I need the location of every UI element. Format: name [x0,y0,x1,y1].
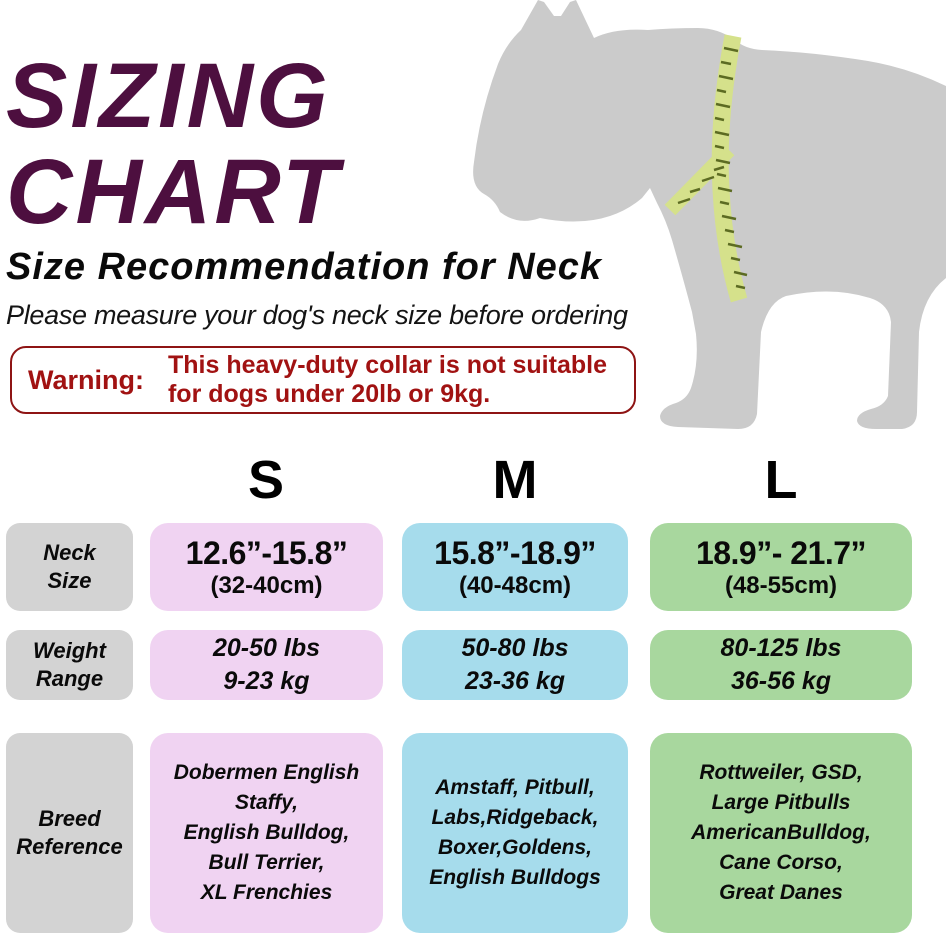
neck-size-cell-m [402,523,628,611]
column-header-m: M [492,450,538,510]
weight-cell-m: 50-80 lbs 23-36 kg [402,630,628,700]
subtitle: Size Recommendation for Neck [6,246,603,288]
neck-size-cm-l: (48-55cm) [724,571,838,599]
row-label-breed-reference: Breed Reference [6,733,133,933]
column-header-s: S [247,450,285,510]
breed-cell-m: Amstaff, Pitbull, Labs,Ridgeback, Boxer,Goldens, English Bulldogs [402,733,628,933]
page-title [6,45,342,243]
page-title-line2: CHART [6,141,342,243]
page-title-line1: SIZING [6,45,331,147]
column-header-l: L [764,450,798,510]
warning-text: This heavy-duty collar is not suitable for dogs under 20lb or 9kg. [167,351,607,408]
neck-size-cell-s [150,523,383,611]
weight-cell-s: 20-50 lbs 9-23 kg [150,630,383,700]
measure-note: Please measure your dog's neck size before ordering [6,300,628,330]
neck-size-inches-m: 15.8”-18.9” [434,534,596,571]
weight-cell-l: 80-125 lbs 36-56 kg [650,630,912,700]
dog-with-measuring-tape-icon [440,0,946,432]
breed-cell-l: Rottweiler, GSD, Large Pitbulls AmericanBulldog, Cane Corso, Great Danes [650,733,912,933]
dog-silhouette-graphic [440,0,946,432]
neck-size-inches-l: 18.9”- 21.7” [695,534,867,571]
row-label-weight-range: Weight Range [6,630,133,700]
neck-size-cm-s: (32-40cm) [210,571,323,599]
breed-cell-s: Dobermen English Staffy, English Bulldog, Bull Terrier, XL Frenchies [150,733,383,933]
row-label-neck-size: Neck Size [6,523,133,611]
warning-label: Warning: [28,364,144,395]
neck-size-cell-l [650,523,912,611]
neck-size-cm-m: (40-48cm) [458,571,572,599]
neck-size-inches-s: 12.6”-15.8” [185,534,348,571]
